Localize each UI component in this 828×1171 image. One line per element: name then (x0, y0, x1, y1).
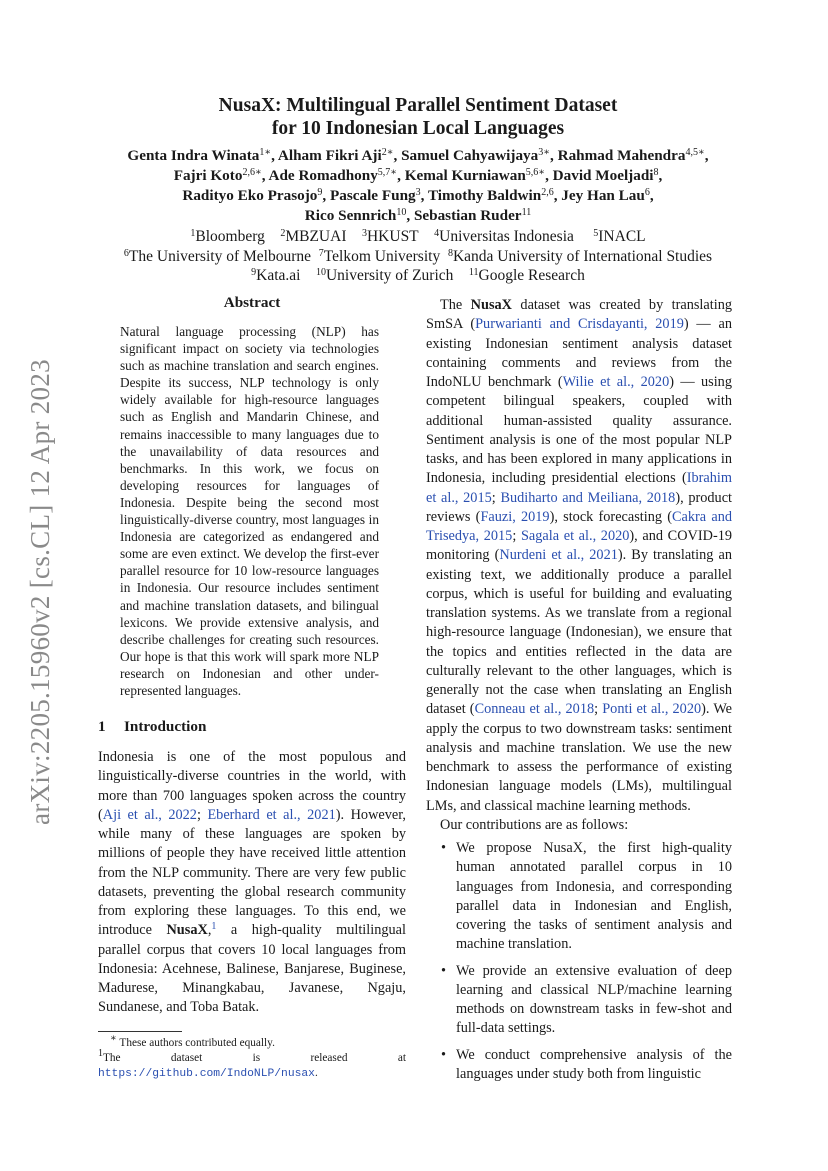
affiliation-mark: 10 (315, 267, 326, 279)
citation-link[interactable]: Sagala et al., 2020 (520, 528, 630, 544)
author-affil-mark: 6 (644, 187, 650, 198)
author-affil-mark: 2∗ (381, 147, 394, 158)
affiliation-mark: 4 (434, 228, 440, 239)
right-column (426, 296, 732, 1091)
affiliation-line-1 (80, 227, 756, 247)
abstract-text: Natural language processing (NLP) has significant impact on society via technologies such as machine translation and search engines. Despite its success, NLP technology is only widely available for high-resource languages such as English and Mandarin Chinese, and remains inaccessible to many languages due to the unavailability of data resources and benchmarks. In this work, we focus on developing resources for languages of Indonesia. Despite being the second most linguistically-diverse country, most languages in Indonesia are categorized as endangered and some are even extinct. We develop the first-ever parallel resource for 10 low-resource languages in Indonesia. Our resource includes sentiment and machine translation datasets, and bilingual lexicons. We provide extensive analysis, and describe challenges for creating such resources. Our hope is that this work will spark more NLP research on Indonesian and other under-represented languages. (120, 324, 379, 698)
author-affil-mark: 9 (317, 187, 323, 198)
list-item-text: We provide an extensive evaluation of deep learning and classical NLP/machine learning methods on downstream tasks in few-shot and full-data settings. (456, 962, 732, 1037)
affiliation-name: Kanda University of International Studies (452, 247, 713, 265)
affiliation-mark: 2 (280, 228, 286, 239)
title-line-2: for 10 Indonesian Local Languages (271, 118, 565, 139)
affiliation-name: HKUST (366, 228, 419, 245)
author-affil-mark: 5,6∗ (525, 167, 546, 178)
author-affil-mark: 3 (415, 187, 421, 198)
author-name: Fajri Koto (173, 167, 243, 184)
author-affil-mark: 2,6 (541, 187, 554, 198)
text-run: ), stock forecasting ( (549, 508, 673, 525)
author-affil-mark: 8 (653, 167, 659, 178)
text-run: ) — using competent bilingual speakers, coupled with additional human-assisted quality assurance. Sentiment analysis is one of the most popular NLP tasks, and has been explored in many applications in Indonesia, including presidential elections ( (426, 374, 732, 487)
text-run: Indonesia is one of the most populous and linguistically-diverse countries in the world, with more than 700 languages spoken across the country ( (98, 749, 406, 823)
footnote-link[interactable]: 1 (211, 921, 217, 933)
section-number: 1 (98, 718, 106, 736)
list-item (426, 962, 732, 1039)
citation-link[interactable]: Conneau et al., 2018 (474, 701, 595, 718)
text-run: ). We apply the corpus to two downstream tasks: sentiment analysis and machine translation. We use the new benchmark to assess the performance of existing Indonesian language models (LMs), multilingual LMs, and classical machine learning methods. (426, 701, 733, 814)
text-run: ). By translating an existing text, we additionally produce a parallel corpus, which is useful for building and evaluating translation systems. As we translate from a regional high-resource language (Indonesian), we ensure that the topics and entities reflected in the data are culturally relevant to the other languages, which is generally not the case when translating an English dataset ( (426, 547, 732, 718)
footnote-text: These authors contributed equally. (116, 1036, 275, 1049)
author-affil-mark: 1∗ (259, 147, 272, 158)
bullet-marker: • (441, 962, 447, 979)
author-name: Ade Romadhony (268, 167, 378, 184)
list-item-text: We propose NusaX, the first high-quality human annotated parallel corpus in 10 languages from Indonesia, and corresponding parallel data in Indonesian and English, covering the tasks of sentiment analysis and machine translation. (456, 840, 732, 953)
affiliation-name: University of Zurich (325, 267, 454, 285)
footnotes (98, 1032, 406, 1082)
bullet-marker: • (441, 840, 447, 856)
affiliation-name: INACL (598, 228, 646, 245)
affiliation-name: Bloomberg (195, 228, 265, 245)
author-line-2: Fajri Koto$^{2,6∗}$, Ade Romadhony$^{5,7∗}$, Kemal Kurniawan$^{5,6∗}$, David Moeljadi$^8$, (173, 167, 663, 184)
author-name: Samuel Cahyawijaya (401, 147, 539, 164)
author-name: Radityo Eko Prasojo (182, 187, 318, 204)
paper-header (80, 94, 756, 286)
footnote-text: . (314, 1066, 318, 1079)
bullet-marker: • (441, 1046, 447, 1063)
author-affil-mark: 4,5∗ (685, 147, 705, 158)
text-run: ; (196, 806, 208, 823)
citation-link[interactable]: Aji et al., 2022 (102, 806, 197, 823)
affiliation-mark: 6 (123, 247, 129, 259)
text-run: The (440, 297, 471, 313)
author-affil-mark: 2,6∗ (242, 167, 262, 178)
author-name: Kemal Kurniawan (404, 167, 526, 184)
affiliation-name: Kata.ai (256, 267, 301, 285)
arxiv-identifier-stamp: arXiv:2205.15960v2 [cs.CL] 12 Apr 2023 (25, 359, 55, 825)
author-line-3: Radityo Eko Prasojo$^9$, Pascale Fung$^3$, Timothy Baldwin$^{2,6}$, Jey Han Lau$^6$, (182, 187, 654, 204)
affiliation-line-2 (80, 247, 756, 267)
text-run: dataset was created by translating SmSA ( (426, 297, 732, 333)
citation-link[interactable]: Budiharto and Meiliana, 2018 (500, 489, 676, 506)
author-name: Genta Indra Winata (127, 147, 260, 164)
affiliation-mark: 9 (251, 267, 257, 279)
text-run: a high-quality multilingual parallel corpus that covers 10 local languages from Indonesia: Acehnese, Balinese, Banjarese, Buginese, Madurese, Minangkabau, Javanese, Ngaju, Sundanese, and Toba Batak. (98, 922, 406, 1016)
footnote-mark: 1 (98, 1047, 103, 1059)
author-line-4: Rico Sennrich$^{10}$, Sebastian Ruder$^{11}$ (304, 207, 532, 224)
footnote-divider (98, 1031, 182, 1032)
affiliation-mark: 11 (468, 267, 479, 279)
affiliation-mark: 8 (447, 247, 453, 259)
author-line-1: Genta Indra Winata$^{1∗}$, Alham Fikri Aji$^{2∗}$, Samuel Cahyawijaya$^{3∗}$, Rahmad Mahendra$^{4,5∗}$, (127, 147, 709, 164)
dataset-name: NusaX (166, 922, 208, 939)
author-name: Rico Sennrich (304, 207, 397, 224)
author-name: Sebastian Ruder (413, 207, 522, 224)
footnote-dataset-release (98, 1047, 406, 1082)
citation-link[interactable]: Ponti et al., 2020 (602, 701, 702, 718)
footnote-mark: ∗ (110, 1032, 117, 1044)
author-affil-mark: 3∗ (538, 147, 551, 158)
footnote-equal-contribution (98, 1032, 406, 1051)
author-affil-mark: 11 (521, 207, 532, 218)
citation-link[interactable]: Eberhard et al., 2021 (207, 806, 336, 823)
dataset-name: NusaX (470, 297, 512, 313)
citation-link[interactable]: Nurdeni et al., 2021 (499, 547, 618, 564)
text-run: ). However, while many of these languages are spoken by millions of people they have received little attention from the NLP community. There are very few public datasets, preventing the global research community from exploring these languages. To this end, we introduce (98, 806, 406, 939)
contributions-intro: Our contributions are as follows: (440, 816, 629, 833)
contributions-list (426, 839, 732, 1084)
author-list (80, 146, 756, 226)
citation-link[interactable]: Purwarianti and Crisdayanti, 2019 (475, 316, 684, 333)
affiliation-list (80, 227, 756, 286)
text-run: ; (512, 528, 521, 544)
citation-link[interactable]: Cakra and Trisedya, 2015 (426, 508, 733, 544)
text-run: ), and COVID-19 monitoring ( (426, 528, 733, 564)
abstract-heading: Abstract (223, 294, 281, 311)
text-run: ), product reviews ( (426, 489, 733, 525)
section-heading-introduction (98, 718, 406, 736)
left-column (98, 294, 406, 1082)
affiliation-mark: 1 (190, 228, 196, 239)
author-name: Jey Han Lau (561, 187, 645, 204)
author-name: Rahmad Mahendra (557, 147, 686, 164)
list-item (426, 839, 732, 955)
author-name: David Moeljadi (552, 167, 654, 184)
affiliation-line-3 (80, 266, 756, 286)
section-title: Introduction (124, 718, 207, 736)
affiliation-name: MBZUAI (285, 228, 347, 245)
text-run: ; (491, 489, 501, 506)
author-affil-mark: 5,7∗ (377, 167, 398, 178)
text-run: ; (594, 701, 603, 718)
citation-link[interactable]: Ibrahim et al., 2015 (426, 470, 732, 506)
dataset-url-link[interactable]: https://github.com/IndoNLP/nusax (98, 1067, 315, 1080)
author-name: Pascale Fung (329, 187, 416, 204)
affiliation-mark: 3 (361, 228, 367, 239)
list-item (426, 1046, 732, 1085)
citation-link[interactable]: Fauzi, 2019 (480, 508, 550, 525)
affiliation-name: Google Research (478, 267, 585, 285)
citation-link[interactable]: Wilie et al., 2020 (562, 374, 670, 390)
author-name: Alham Fikri Aji (277, 147, 382, 164)
affiliation-mark: 5 (593, 228, 599, 239)
paper-title (80, 94, 756, 140)
text-run: ) — an existing Indonesian sentiment analysis dataset containing comments and reviews from the IndoNLU benchmark ( (426, 316, 733, 390)
affiliation-name: Telkom University (323, 247, 441, 265)
affiliation-name: Universitas Indonesia (439, 228, 574, 245)
footnote-text: The dataset is released at (103, 1051, 406, 1064)
author-name: Timothy Baldwin (427, 187, 542, 204)
affiliation-mark: 7 (318, 247, 324, 259)
intro-paragraph: Indonesia is one of the most populous and linguistically-diverse countries in the world, with more than 700 languages spoken across the country (Aji et al., 2022; Eberhard et al., 2021). However, while many of these languages are spoken by millions of people they have received little attention from the NLP community. There are very few public datasets, preventing the global research community from exploring these languages. To this end, we introduce NusaX,$^1$ a high-quality multilingual parallel corpus that covers 10 local languages from Indonesia: Acehnese, Balinese, Banjarese, Buginese, Madurese, Minangkabau, Javanese, Ngaju, Sundanese, and Toba Batak. (98, 749, 406, 1016)
affiliation-name: The University of Melbourne (128, 247, 311, 265)
author-affil-mark: 10 (396, 207, 407, 218)
title-line-1: NusaX: Multilingual Parallel Sentiment Dataset (218, 95, 618, 116)
list-item-text: We conduct comprehensive analysis of the languages under study both from linguistic (456, 1046, 732, 1082)
right-paragraph (426, 296, 732, 816)
